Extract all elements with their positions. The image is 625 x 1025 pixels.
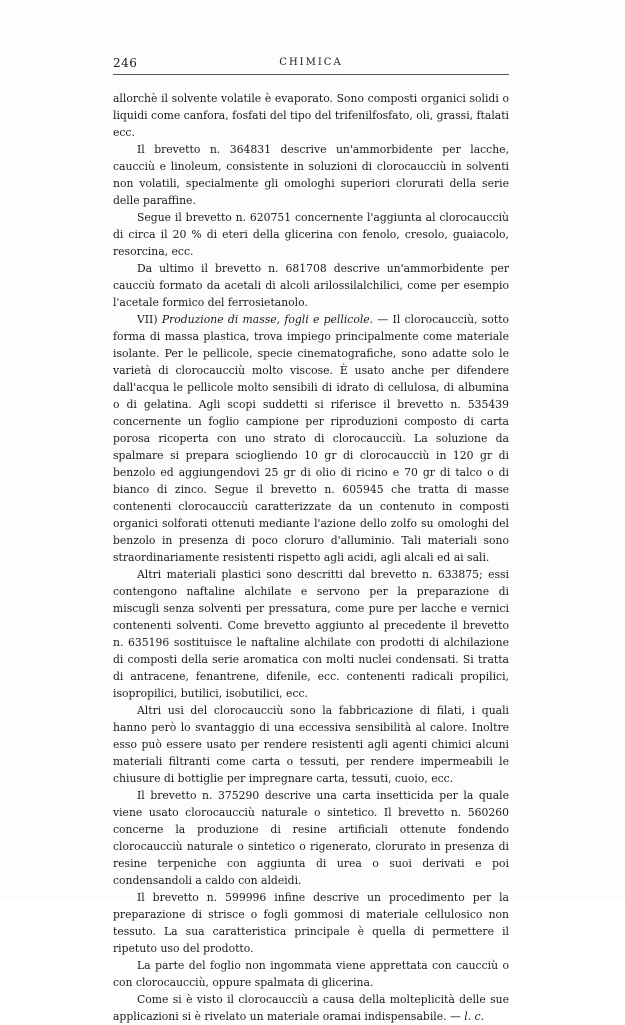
paragraph-8-text: Il brevetto n. 375290 descrive una carta insetticida per la quale viene usato clorocaucciù naturale o sintetico. Il brevetto n. 560260 concerne la produzione di resine artificiali ottenute fondendo clorocaucciù naturale o sintetico o rigenerato, clorurato in presenza di resine terpeniche con aggiunta di urea o suoi derivati e poi condensandoli a caldo con aldeidi. <box>113 789 509 887</box>
paragraph-6-text: Altri materiali plastici sono descritti dal brevetto n. 633875; essi contengono naftaline alchilate e servono per la preparazione di miscugli senza solventi per pressatura, come pure per lacche e vernici contenenti solventi. Come brevetto aggiunto al precedente il brevetto n. 635196 sostituisce le naftaline alchilate con prodotti di alchilazione di composti della serie aromatica con molti nuclei condensati. Si tratta di antracene, fenantrene, difenile, ecc. contenenti radicali propilici, isopropilici, butilici, isobutilici, ecc. <box>113 568 509 700</box>
paragraph-11-text: Come si è visto il clorocaucciù a causa della molteplicità delle sue applicazioni si è rivelato un materiale oramai indispensabile. — <box>113 993 509 1023</box>
paragraph-5-text: — Il clorocaucciù, sotto forma di massa plastica, trova impiego principalmente come materiale isolante. Per le pellicole, specie cinematografiche, sono adatte solo le varietà di clorocaucciù molto viscose. È usato anche per difendere dall'acqua le pellicole molto sensibili di idrato di cellulosa, di albumina o di gelatina. Agli scopi suddetti si riferisce il brevetto n. 535439 concernente un foglio campione per riproduzioni composto di carta porosa ricoperta con uno strato di clorocaucciù. La soluzione da spalmare si prepara sciogliendo 10 gr di clorocaucciù in 120 gr di benzolo ed aggiungendovi 25 gr di olio di ricino e 70 gr di talco o di bianco di zinco. Segue il brevetto n. 605945 che tratta di masse contenenti clorocaucciù caratterizzate da un contenuto in composti organici solforati ottenuti mediante l'azione dello zolfo su omologhi del benzolo in presenza di poco cloruro d'alluminio. Tali materiali sono straordinariamente resistenti rispetto agli acidi, agli alcali ed ai sali. <box>113 313 509 564</box>
body-text <box>113 90 509 1025</box>
paragraph-11 <box>113 991 509 1025</box>
section-number: VII) <box>137 313 162 326</box>
paragraph-6 <box>113 566 509 702</box>
section-heading: Produzione di masse, fogli e pellicole. <box>161 313 374 326</box>
paragraph-2 <box>113 141 509 209</box>
paragraph-7 <box>113 702 509 787</box>
page-number: 246 <box>113 56 138 70</box>
paragraph-4 <box>113 260 509 311</box>
paragraph-5-section-vii <box>113 311 509 566</box>
paragraph-2-text: Il brevetto n. 364831 descrive un'ammorbidente per lacche, caucciù e linoleum, consistente in soluzioni di clorocaucciù in solventi non volatili, specialmente gli omologhi superiori clorurati della serie delle paraffine. <box>113 143 509 207</box>
paragraph-8 <box>113 787 509 889</box>
paragraph-7-text: Altri usi del clorocaucciù sono la fabbricazione di filati, i quali hanno però lo svantaggio di una eccessiva sensibilità al calore. Inoltre esso può essere usato per rendere resistenti agli agenti chimici alcuni materiali filtranti come carta o tessuti, per rendere impermeabili le chiusure di bottiglie per impregnare carta, tessuti, cuoio, ecc. <box>113 704 509 785</box>
running-head <box>113 56 509 78</box>
paragraph-9-text: Il brevetto n. 599996 infine descrive un procedimento per la preparazione di strisce o fogli gommosi di materiale cellulosico non tessuto. La sua caratteristica principale è quella di permettere il ripetuto uso del prodotto. <box>113 891 509 955</box>
header-rule <box>113 74 509 75</box>
paragraph-10-text: La parte del foglio non ingommata viene apprettata con caucciù o con clorocaucciù, oppure spalmata di glicerina. <box>113 959 509 989</box>
paragraph-1 <box>113 90 509 141</box>
citation-signature: l. c. <box>464 1010 485 1023</box>
paragraph-3 <box>113 209 509 260</box>
paragraph-10 <box>113 957 509 991</box>
running-title: CHIMICA <box>279 57 343 68</box>
paragraph-9 <box>113 889 509 957</box>
paragraph-4-text: Da ultimo il brevetto n. 681708 descrive un'ammorbidente per caucciù formato da acetali di alcoli arilossilalchilici, come per esempio l'acetale formico del ferrosietanolo. <box>113 262 509 309</box>
paragraph-1-text: allorchè il solvente volatile è evaporato. Sono composti organici solidi o liquidi come canfora, fosfati del tipo del trifenilfosfato, oli, grassi, ftalati ecc. <box>113 92 509 139</box>
paragraph-3-text: Segue il brevetto n. 620751 concernente l'aggiunta al clorocaucciù di circa il 20 % di eteri della glicerina con fenolo, cresolo, guaiacolo, resorcina, ecc. <box>113 211 509 258</box>
